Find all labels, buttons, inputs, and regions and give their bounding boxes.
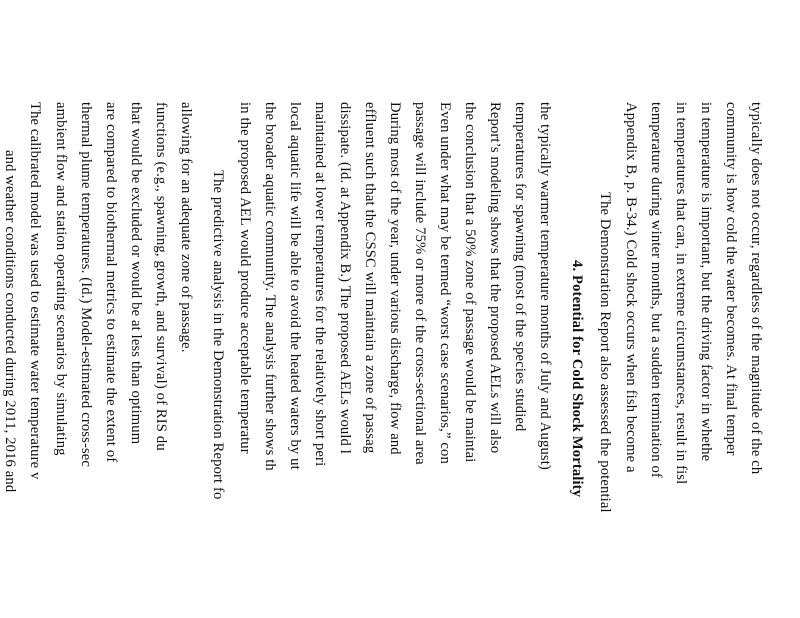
text-line-6: that would be excluded or would be at less than optimum: [128, 102, 144, 445]
text-line-25: temperature during winter months, but a sudden termination of: [648, 102, 664, 478]
section-heading: 4. Potential for Cold Shock Mortality: [569, 260, 585, 498]
text-line-3: ambient flow and station operating scenarios by simulating: [53, 102, 69, 456]
text-line-15: effluent such that the CSSC will maintain a zone of passag: [362, 102, 378, 454]
text-line-18: Even under what may be termed “worst case scenarios,” con: [437, 102, 453, 464]
text-line-17: passage will include 75% or more of the cross-sectional area: [412, 102, 428, 465]
text-line-1: and weather conditions conducted during 2011, 2016 and: [2, 150, 18, 493]
text-line-14: dissipate. (Id. at Appendix B.) The proposed AELs would l: [337, 102, 353, 455]
text-line-21: temperatures for spawning (most of the species studied: [512, 102, 528, 432]
text-line-2: The calibrated model was used to estimate water temperature v: [27, 102, 43, 480]
text-line-7: functions (e.g., spawning, growth, and survival) of RIS du: [153, 102, 169, 451]
text-line-12: local aquatic life will be able to avoid the heated waters by ut: [287, 102, 303, 470]
text-line-5: are compared to biothermal metrics to estimate the extent of: [103, 102, 119, 463]
text-line-27: in temperature is important, but the driving factor in whethe: [698, 102, 714, 462]
text-line-24: Appendix B, p. B-34.) Cold shock occurs when fish become a: [623, 102, 639, 473]
text-line-29: typically does not occur, regardless of the magnitude of the ch: [748, 102, 764, 475]
text-line-11: the broader aquatic community. The analysis further shows th: [262, 102, 278, 471]
text-line-10: in the proposed AEL would produce acceptable temperatur: [237, 102, 253, 454]
text-line-22: the typically warmer temperature months of July and August): [537, 102, 553, 470]
text-line-4: thermal plume temperatures. (Id.) Model-estimated cross-sec: [78, 102, 94, 468]
text-line-13: maintained at lower temperatures for the relatively short peri: [312, 102, 328, 467]
text-line-9: The predictive analysis in the Demonstration Report fo: [210, 170, 226, 500]
text-line-8: allowing for an adequate zone of passage.: [178, 102, 194, 353]
text-line-28: community is how cold the water becomes. At final temper: [723, 102, 739, 456]
text-line-23: The Demonstration Report also assessed the potential: [597, 192, 613, 513]
text-line-20: Report’s modeling shows that the proposed AELs will also: [487, 102, 503, 454]
text-line-19: the conclusion that a 50% zone of passage would be maintai: [462, 102, 478, 463]
text-line-16: During most of the year, under various discharge, flow and: [387, 102, 403, 455]
text-line-26: in temperatures that can, in extreme circumstances, result in fisl: [673, 102, 689, 485]
